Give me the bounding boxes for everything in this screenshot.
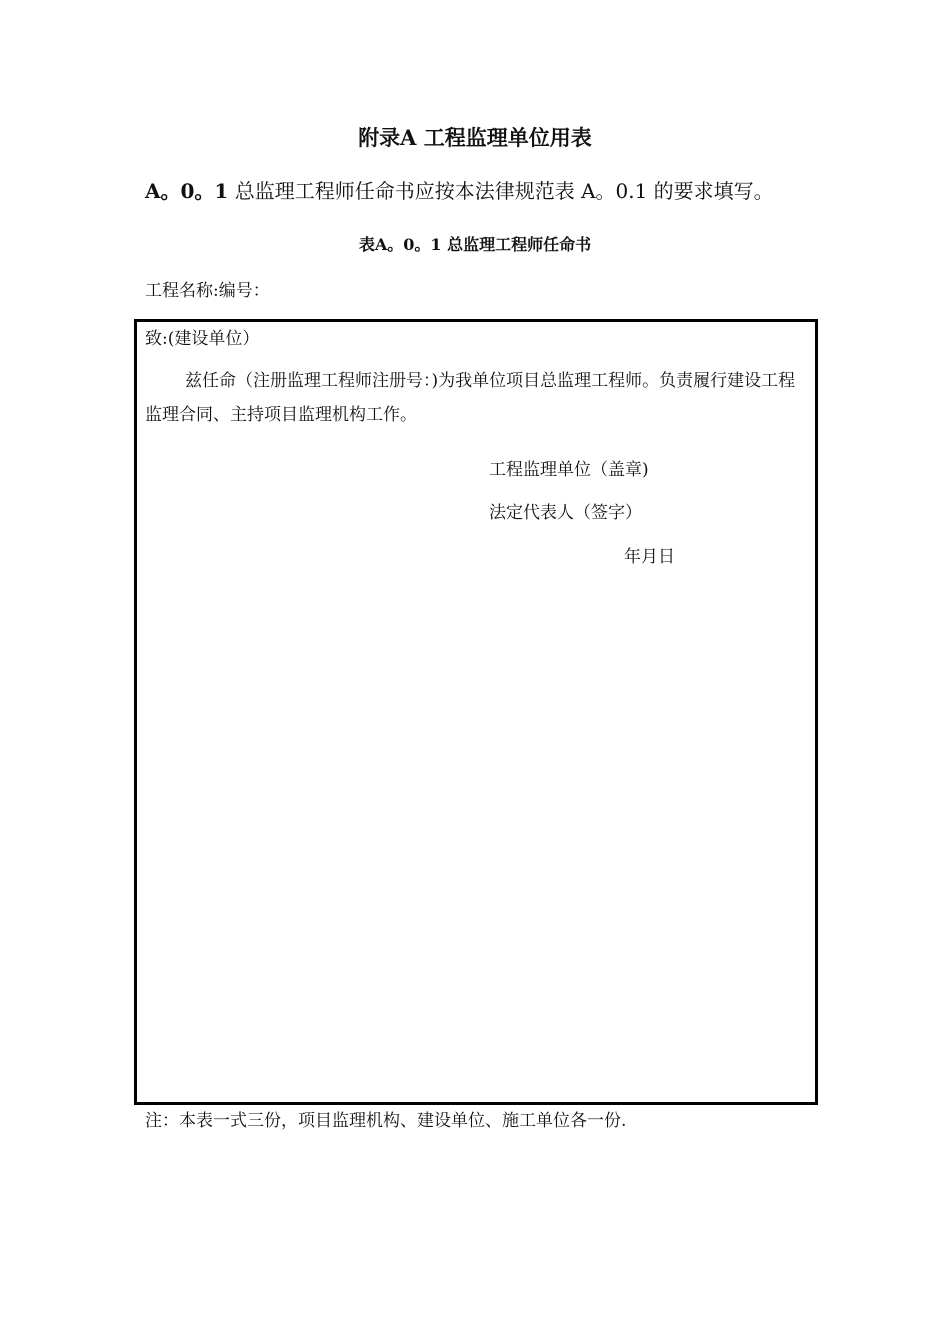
form-box	[134, 319, 818, 1105]
clause-number: A。0。1	[145, 179, 229, 203]
clause-paragraph	[145, 175, 774, 204]
appointment-text: 兹任命（注册监理工程师注册号：)为我单位项目总监理工程师。负责履行建设工程监理合同、主持项目监理机构工作。	[145, 371, 796, 425]
signature-date: 年月日	[624, 547, 675, 567]
project-name-line: 工程名称:编号：	[145, 281, 270, 301]
footnote: 注：本表一式三份，项目监理机构、建设单位、施工单位各一份.	[145, 1111, 627, 1131]
signature-representative: 法定代表人（签字）	[489, 503, 642, 523]
signature-organization: 工程监理单位（盖章)	[489, 460, 649, 480]
addressee-line: 致:(建设单位）	[145, 329, 260, 349]
clause-text: 总监理工程师任命书应按本法律规范表 A。0.1 的要求填写。	[228, 179, 774, 203]
table-title: 表A。0。1 总监理工程师任命书	[358, 235, 592, 254]
appendix-title: 附录A 工程监理单位用表	[358, 125, 592, 150]
